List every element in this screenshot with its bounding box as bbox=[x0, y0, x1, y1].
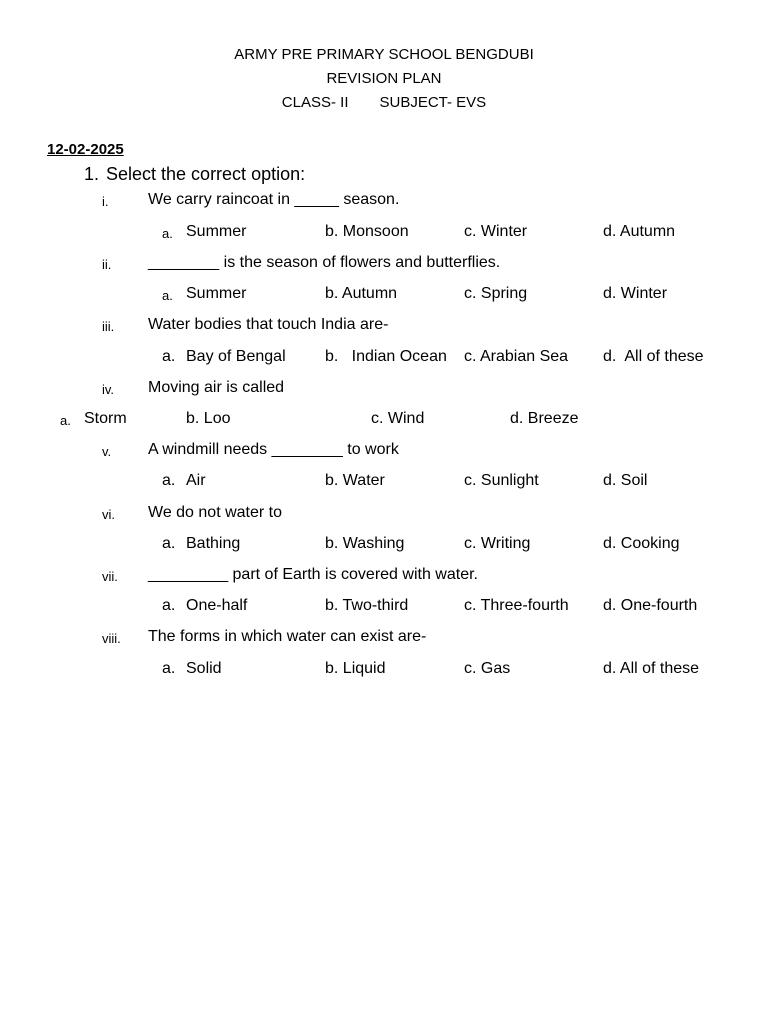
question-number: i. bbox=[102, 194, 109, 209]
option-c: c. Wind bbox=[371, 410, 425, 427]
question-text: We carry raincoat in _____ season. bbox=[148, 191, 400, 208]
question-text: A windmill needs ________ to work bbox=[148, 441, 399, 458]
option-a: Summer bbox=[186, 223, 247, 240]
question-text: ________ is the season of flowers and butterflies. bbox=[148, 254, 501, 271]
option-a: Bay of Bengal bbox=[186, 348, 286, 365]
option-d: d. All of these bbox=[603, 660, 700, 677]
question-number: iv. bbox=[102, 382, 115, 397]
option-d: d. Autumn bbox=[603, 223, 676, 240]
option-b: b. Indian Ocean bbox=[325, 348, 447, 365]
question-number: ii. bbox=[102, 257, 112, 272]
option-d: d. Winter bbox=[603, 285, 668, 302]
option-a: Summer bbox=[186, 285, 247, 302]
section-number: 1. bbox=[84, 164, 100, 184]
option-c: c. Gas bbox=[464, 660, 511, 677]
class-label: CLASS- II bbox=[281, 94, 349, 111]
school-name: ARMY PRE PRIMARY SCHOOL BENGDUBI bbox=[234, 46, 534, 63]
option-b: b. Autumn bbox=[325, 285, 398, 302]
question-number: vii. bbox=[102, 569, 118, 584]
option-a: Storm bbox=[84, 410, 127, 427]
option-d: d. All of these bbox=[603, 348, 704, 365]
option-a: Air bbox=[186, 472, 206, 489]
question-text: Water bodies that touch India are- bbox=[148, 316, 389, 333]
option-c: c. Arabian Sea bbox=[464, 348, 569, 365]
option-d: d. Cooking bbox=[603, 535, 680, 552]
option-b: b. Water bbox=[325, 472, 385, 489]
option-d: d. Breeze bbox=[510, 410, 579, 427]
option-b: b. Monsoon bbox=[325, 223, 409, 240]
option-b: b. Washing bbox=[325, 535, 405, 552]
option-a: Solid bbox=[186, 660, 222, 677]
option-c: c. Winter bbox=[464, 223, 528, 240]
question-text: We do not water to bbox=[148, 504, 282, 521]
option-b: b. Loo bbox=[186, 410, 231, 427]
option-letter: a. bbox=[162, 288, 173, 303]
revision-date: 12-02-2025 bbox=[47, 141, 124, 158]
option-c: c. Three-fourth bbox=[464, 597, 569, 614]
question-number: viii. bbox=[102, 631, 121, 646]
option-b: b. Two-third bbox=[325, 597, 409, 614]
question-text: _________ part of Earth is covered with water. bbox=[148, 566, 478, 583]
option-a: One-half bbox=[186, 597, 248, 614]
option-letter: a. bbox=[162, 226, 173, 241]
option-letter: a. bbox=[162, 597, 176, 614]
option-letter: a. bbox=[162, 660, 176, 677]
class-subject-line bbox=[0, 94, 768, 111]
section-heading bbox=[84, 164, 305, 185]
option-c: c. Spring bbox=[464, 285, 528, 302]
option-b: b. Liquid bbox=[325, 660, 386, 677]
option-d: d. One-fourth bbox=[603, 597, 698, 614]
option-letter: a. bbox=[162, 535, 176, 552]
question-number: vi. bbox=[102, 507, 115, 522]
option-letter: a. bbox=[162, 472, 176, 489]
section-title: Select the correct option: bbox=[106, 164, 306, 184]
option-letter: a. bbox=[60, 413, 71, 428]
option-c: c. Sunlight bbox=[464, 472, 539, 489]
question-text: The forms in which water can exist are- bbox=[148, 628, 427, 645]
question-text: Moving air is called bbox=[148, 379, 285, 396]
document-title: REVISION PLAN bbox=[326, 70, 442, 87]
option-letter: a. bbox=[162, 348, 176, 365]
subject-label: SUBJECT- EVS bbox=[379, 94, 487, 111]
option-a: Bathing bbox=[186, 535, 241, 552]
question-number: iii. bbox=[102, 319, 115, 334]
question-number: v. bbox=[102, 444, 112, 459]
option-d: d. Soil bbox=[603, 472, 648, 489]
option-c: c. Writing bbox=[464, 535, 531, 552]
